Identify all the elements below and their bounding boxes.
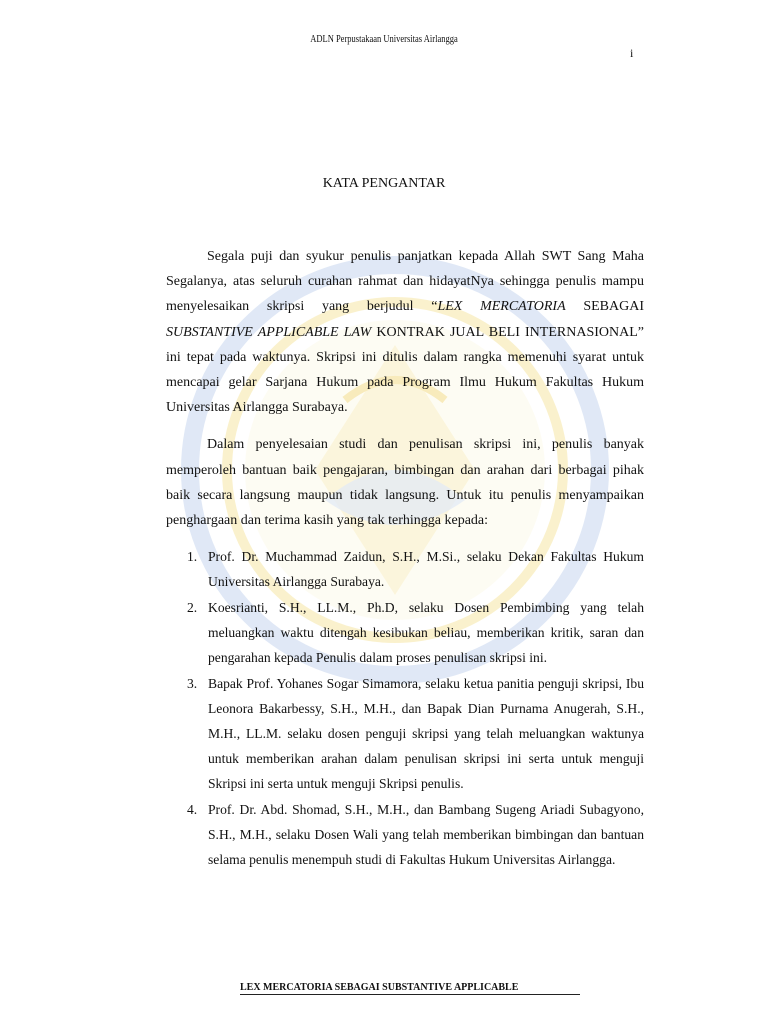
page-number: i	[630, 46, 634, 60]
list-item-text: Koesrianti, S.H., LL.M., Ph.D, selaku Dosen Pembimbing yang telah meluangkan waktu ditengah kesibukan beliau, memberikan kritik, saran dan pengarahan kepada Penulis dalam proses penulisan skripsi ini.	[208, 600, 644, 666]
acknowledgement-paragraph: Dalam penyelesaian studi dan penulisan skripsi ini, penulis banyak memperoleh bantuan baik pengajaran, bimbingan dan arahan dari berbagai pihak baik secara langsung maupun tidak langsung. Untuk itu penulis menyampaikan penghargaan dan terima kasih yang tak terhingga kepada:	[166, 437, 644, 529]
list-item	[166, 595, 644, 670]
list-item	[166, 671, 644, 796]
intro-text-a: Segala puji dan syukur penulis panjatkan kepada Allah SWT Sang Maha Segalanya, atas seluruh curahan rahmat dan hidayatNya sehingga penulis mampu menyelesaikan skripsi yang berjudul “	[166, 249, 644, 315]
section-title: KATA PENGANTAR	[322, 176, 446, 191]
intro-text-c: SEBAGAI	[565, 299, 645, 315]
list-item-number: 2.	[187, 600, 198, 616]
running-header: ADLN Perpustakaan Universitas Airlangga	[310, 34, 458, 45]
list-item-number: 3.	[187, 676, 198, 692]
list-item-number: 4.	[187, 802, 198, 818]
intro-text-e: KONTRAK JUAL BELI INTERNASIONAL” ini tepat pada waktunya. Skripsi ini ditulis dalam rangka memenuhi syarat untuk mencapai gelar Sarjana Hukum pada Program Ilmu Hukum Fakultas Hukum Universitas Airlangga Surabaya.	[166, 324, 644, 416]
list-item-text: Bapak Prof. Yohanes Sogar Simamora, selaku ketua panitia penguji skripsi, Ibu Leonora Bakarbessy, S.H., M.H., dan Bapak Dian Purnama Anugerah, S.H., M.H., LL.M. selaku dosen penguji skripsi yang telah meluangkan waktunya untuk memberikan arahan dalam penulisan skripsi ini serta untuk menguji Skripsi ini serta untuk menguji Skripsi penulis.	[208, 676, 644, 792]
intro-title-italic-2: SUBSTANTIVE APPLICABLE LAW	[166, 324, 372, 340]
list-item	[166, 797, 644, 872]
body-content	[166, 244, 644, 872]
list-item-text: Prof. Dr. Muchammad Zaidun, S.H., M.Si., selaku Dekan Fakultas Hukum Universitas Airlangga Surabaya.	[208, 549, 644, 590]
intro-title-italic-1: LEX MERCATORIA	[437, 299, 566, 315]
running-footer: LEX MERCATORIA SEBAGAI SUBSTANTIVE APPLICABLE	[240, 982, 580, 995]
list-item	[166, 544, 644, 594]
list-item-text: Prof. Dr. Abd. Shomad, S.H., M.H., dan Bambang Sugeng Ariadi Subagyono, S.H., M.H., selaku Dosen Wali yang telah memberikan bimbingan dan bantuan selama penulis menempuh studi di Fakultas Hukum Universitas Airlangga.	[208, 802, 644, 868]
list-item-number: 1.	[187, 549, 198, 565]
intro-paragraph	[166, 244, 644, 420]
acknowledgement-list	[166, 544, 644, 872]
